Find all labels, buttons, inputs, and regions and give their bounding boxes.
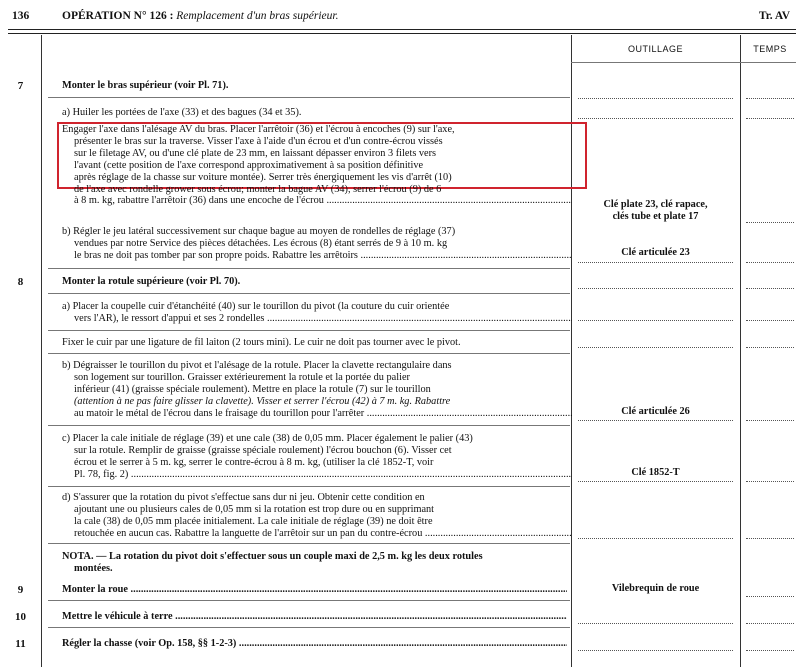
engager-line: de l'axe avec rondelle grower sous écrou; monter la bague AV (34), serrer l'écrou (9) de 6 (74, 183, 442, 195)
step-number-7: 7 (17, 80, 24, 92)
column-header-temps: TEMPS (753, 44, 787, 54)
column-header-outillage: OUTILLAGE (627, 44, 683, 54)
step-title-8: Monter la rotule supérieure (voir Pl. 70). (62, 276, 241, 287)
step-number-11: 11 (15, 638, 26, 650)
time-dotline (746, 481, 794, 482)
engager-line: sur le filetage AV, ou d'une clé plate de 23 mm, en laissant dépasser environ 3 filets vers (74, 147, 437, 159)
item-line: retouchée en aucun cas. Rabattre la languette de l'arrêtoir sur un pan du contre-écrou ..... (62, 528, 572, 540)
tool-line: Clé plate 23, clé rapace, (603, 199, 708, 210)
item-8d (62, 492, 572, 540)
step-number-10: 10 (15, 611, 26, 623)
nota (62, 551, 572, 575)
section-label: Tr. AV (758, 10, 790, 22)
step-title-9: Monter la roue ..... (62, 584, 567, 596)
item-line: b) Dégraisser le tourillon du pivot et l'alésage de la rotule. Placer la clavette rectangulaire dans (62, 360, 452, 371)
time-dotline (746, 347, 794, 348)
row-separator (48, 627, 570, 628)
item-7b (62, 226, 572, 262)
tool-dotline (578, 347, 733, 348)
item-line: vendues par notre Service des pièces détachées. Les écrous (8) étant serrés de 9 à 10 m. kg (74, 237, 448, 249)
engager-line: l'avant (cette position de l'axe correspond approximativement à sa position définitive (74, 159, 424, 171)
tool-dotline (578, 288, 733, 289)
header-rule (8, 29, 796, 30)
item-line: (attention à ne pas faire glisser la clavette). Visser et serrer l'écrou (42) à 7 m. kg. Rabattre (74, 395, 451, 407)
item-line: la cale (38) de 0,05 mm placée initialement. La cale initiale de réglage (39) ne doit être (74, 515, 433, 527)
time-dotline (746, 262, 794, 263)
tool-dotline (578, 118, 733, 119)
time-dotline (746, 320, 794, 321)
tool-engager (571, 199, 740, 222)
item-line: écrou et le serrer à 5 m. kg, serrer le contre-écrou à 8 m. kg, (utiliser la clé 1852-T, voir (74, 456, 434, 468)
step-title-7: Monter le bras supérieur (voir Pl. 71). (62, 80, 229, 91)
item-line: c) Placer la cale initiale de réglage (39) et une cale (38) de 0,05 mm. Placer également le palier (43) (62, 433, 473, 444)
item-line: Pl. 78, fig. 2) ..... (62, 469, 572, 481)
engager-line: à 8 m. kg, rabattre l'arrêtoir (36) dans une encoche de l'écrou ..... (62, 195, 572, 207)
item-line: sur la rotule. Remplir de graisse (graisse spéciale roulement) l'écrou bouchon (6). Visser cet (74, 444, 452, 456)
engager-line: Engager l'axe dans l'alésage AV du bras. Placer l'arrêtoir (36) et l'écrou à encoches (9) sur l'axe, (62, 124, 455, 135)
header-rule-double (8, 33, 796, 34)
tool-line: clés tube et plate 17 (612, 210, 699, 222)
step-title-10: Mettre le véhicule à terre ..... (62, 611, 567, 623)
operation-subtitle: Remplacement d'un bras supérieur. (176, 10, 339, 22)
item-line: inférieur (41) (graisse spéciale roulement). Mettre en place la rotule (7) sur le tourillon (74, 383, 431, 395)
row-separator (48, 293, 570, 294)
page-number: 136 (12, 10, 30, 22)
time-dotline (746, 596, 794, 597)
tool-c8: Clé 1852-T (631, 467, 680, 478)
time-dotline (746, 623, 794, 624)
time-dotline (746, 538, 794, 539)
step-title-11: Régler la chasse (voir Op. 158, §§ 1-2-3) ..... (62, 638, 567, 650)
time-dotline (746, 222, 794, 223)
row-separator (48, 600, 570, 601)
tool-dotline (578, 650, 733, 651)
engager-line: présenter le bras sur la traverse. Visser l'axe à l'aide d'un écrou et d'un contre-écrou vissés (74, 135, 443, 147)
item-7-engager (62, 124, 572, 207)
tool-dotline (578, 262, 733, 263)
nota-line: NOTA. — La rotation du pivot doit s'effectuer sous un couple maxi de 2,5 m. kg les deux rotules (62, 551, 483, 562)
row-separator (48, 425, 570, 426)
nota-line: montées. (74, 562, 113, 574)
item-line: a) Placer la coupelle cuir d'étanchéité (40) sur le tourillon du pivot (la couture du cuir orientée (62, 301, 450, 312)
column-divider-time (740, 35, 741, 667)
tool-b7: Clé articulée 23 (621, 247, 690, 258)
item-line: le bras ne doit pas tomber par son propre poids. Rabattre les arrêtoirs ..... (62, 250, 572, 262)
row-separator (48, 97, 570, 98)
row-separator (48, 543, 570, 544)
time-dotline (746, 420, 794, 421)
item-8a (62, 301, 572, 325)
item-line: ajoutant une ou plusieurs cales de 0,05 mm si la rotation est trop dure ou en supprimant (74, 503, 435, 515)
item-line: son logement sur tourillon. Graisser extérieurement la rotule et la portée du palier (74, 371, 410, 383)
tool-dotline (578, 481, 733, 482)
row-separator (48, 353, 570, 354)
item-8c (62, 433, 572, 481)
operation-label: OPÉRATION N° 126 : (62, 10, 174, 22)
tool-dotline (578, 623, 733, 624)
tool-dotline (578, 98, 733, 99)
column-header-rule (571, 62, 796, 63)
item-8b (62, 360, 572, 420)
item-line: d) S'assurer que la rotation du pivot s'effectue sans dur ni jeu. Obtenir cette condition en (62, 492, 425, 503)
engager-line: après réglage de la chasse sur voiture montée). Serrer très énergiquement les vis d'arrêt (10) (74, 171, 452, 183)
row-separator (48, 268, 570, 269)
column-divider-step (41, 35, 42, 667)
tool-roue: Vilebrequin de roue (611, 583, 700, 594)
item-8-fixer: Fixer le cuir par une ligature de fil laiton (2 tours mini). Le cuir ne doit pas tourner avec le pivot. (62, 337, 461, 348)
tool-dotline (578, 538, 733, 539)
operation-title (62, 10, 338, 22)
step-number-8: 8 (17, 276, 24, 288)
time-dotline (746, 288, 794, 289)
time-dotline (746, 650, 794, 651)
item-line: b) Régler le jeu latéral successivement sur chaque bague au moyen de rondelles de réglage (37) (62, 226, 456, 237)
row-separator (48, 330, 570, 331)
time-dotline (746, 118, 794, 119)
item-line: au matoir le métal de l'écrou dans le fraisage du tourillon pour l'arrêter ..... (62, 408, 572, 420)
step-number-9: 9 (17, 584, 24, 596)
item-7a: a) Huiler les portées de l'axe (33) et des bagues (34 et 35). (62, 107, 302, 118)
time-dotline (746, 98, 794, 99)
tool-dotline (578, 320, 733, 321)
tool-b8: Clé articulée 26 (621, 406, 690, 417)
row-separator (48, 486, 570, 487)
tool-dotline (578, 420, 733, 421)
item-line: vers l'AR), le ressort d'appui et ses 2 rondelles ..... (62, 313, 572, 325)
